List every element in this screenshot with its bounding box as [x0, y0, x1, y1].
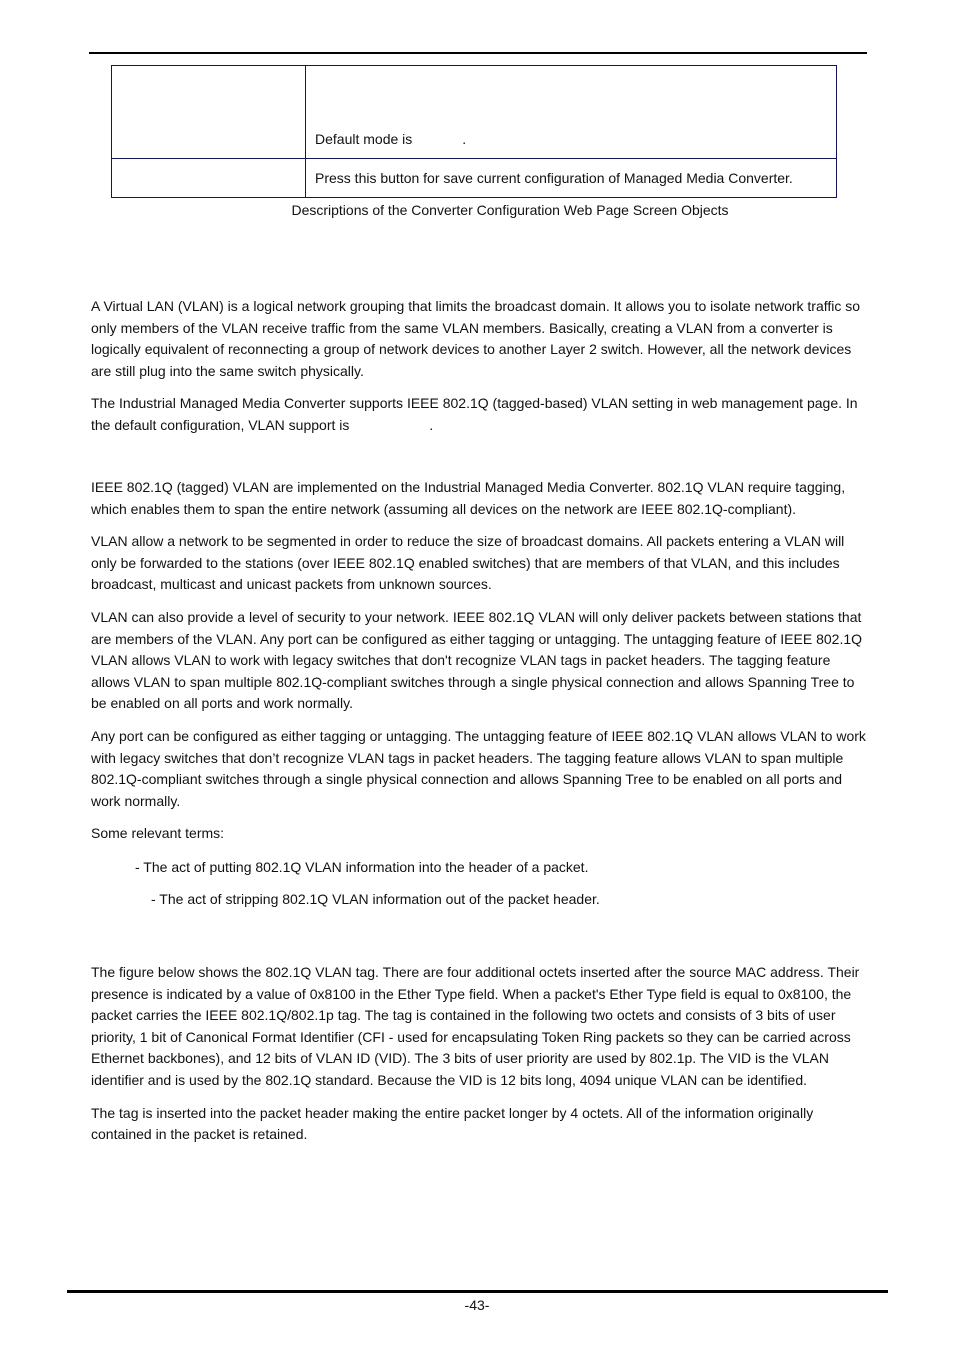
table-row [112, 159, 837, 198]
paragraph: The tag is inserted into the packet header making the entire packet longer by 4 octets. All of the information originally contained in the packet is retained. [91, 1104, 814, 1143]
footer-rule [67, 1290, 888, 1293]
table-caption: Descriptions of the Converter Configuration Web Page Screen Objects [291, 202, 729, 218]
vlan-intro-section [91, 296, 866, 437]
header-rule [89, 52, 867, 54]
description-cell [306, 159, 837, 198]
paragraph: VLAN allow a network to be segmented in order to reduce the size of broadcast domains. All packets entering a VLAN will only be forwarded to the stations (over IEEE 802.1Q enabled switches) that are members of that VLAN, and this includes broadcast, multicast and unicast packets from unknown sources. [91, 533, 845, 593]
description-cell: Default mode is . [306, 66, 837, 159]
object-cell [112, 159, 306, 198]
paragraph: Some relevant terms: [91, 825, 225, 842]
vlan-tag-section [91, 962, 866, 1146]
ieee-8021q-section [91, 477, 866, 845]
default-mode-text: Default mode is [315, 131, 413, 147]
paragraph: The figure below shows the 802.1Q VLAN tag. There are four additional octets inserted after the source MAC address. Their presence is indicated by a value of 0x8100 in the Ether Type field. When a packet's Ether Type field is equal to 0x8100, the packet carries the IEEE 802.1Q/802.1p tag. The tag is contained in the following two octets and consists of 3 bits of user priority, 1 bit of Canonical Format Identifier (CFI - used for encapsulating Token Ring packets so they can be carried across Ethernet backbones), and 12 bits of VLAN ID (VID). The 3 bits of user priority are used by 802.1p. The VID is the VLAN identifier and is used by the 802.1Q standard. Because the VID is 12 bits long, 4094 unique VLAN can be identified. [91, 964, 860, 1088]
paragraph: The Industrial Managed Media Converter supports IEEE 802.1Q (tagged-based) VLAN setting in web management page. In the default configuration, VLAN support is . [91, 395, 858, 433]
paragraph: A Virtual LAN (VLAN) is a logical network grouping that limits the broadcast domain. It allows you to isolate network traffic so only members of the VLAN receive traffic from the same VLAN members. Basically, creating a VLAN from a converter is logically equivalent of reconnecting a group of network devices to another Layer 2 switch. However, all the network devices are still plug into the same switch physically. [91, 298, 861, 379]
save-description-text: Press this button for save current configuration of Managed Media Converter. [315, 170, 793, 186]
table-row [112, 66, 837, 159]
paragraph: VLAN can also provide a level of security to your network. IEEE 802.1Q VLAN will only deliver packets between stations that are members of the VLAN. Any port can be configured as either tagging or untagging. The untagging feature of IEEE 802.1Q VLAN allows VLAN to work with legacy switches that don't recognize VLAN tags in packet headers. The tagging feature allows VLAN to span multiple 802.1Q-compliant switches through a single physical connection and allows Spanning Tree to be enabled on all ports and work normally. [91, 608, 863, 712]
paragraph: IEEE 802.1Q (tagged) VLAN are implemented on the Industrial Managed Media Converter. 802.1Q VLAN require tagging, which enables them to span the entire network (assuming all devices on the network are IEEE 802.1Q-compliant). [91, 479, 846, 517]
term-tagging: - The act of putting 802.1Q VLAN information into the header of a packet. [135, 859, 589, 875]
object-description-table [111, 65, 837, 198]
page-number: -43- [464, 1297, 490, 1313]
object-cell [112, 66, 306, 159]
term-untagging: - The act of stripping 802.1Q VLAN information out of the packet header. [151, 891, 600, 907]
paragraph: Any port can be configured as either tagging or untagging. The untagging feature of IEEE 802.1Q VLAN allows VLAN to work with legacy switches that don’t recognize VLAN tags in packet headers. The tagging feature allows VLAN to span multiple 802.1Q-compliant switches through a single physical connection and allows Spanning Tree to be enabled on all ports and work normally. [91, 727, 866, 809]
